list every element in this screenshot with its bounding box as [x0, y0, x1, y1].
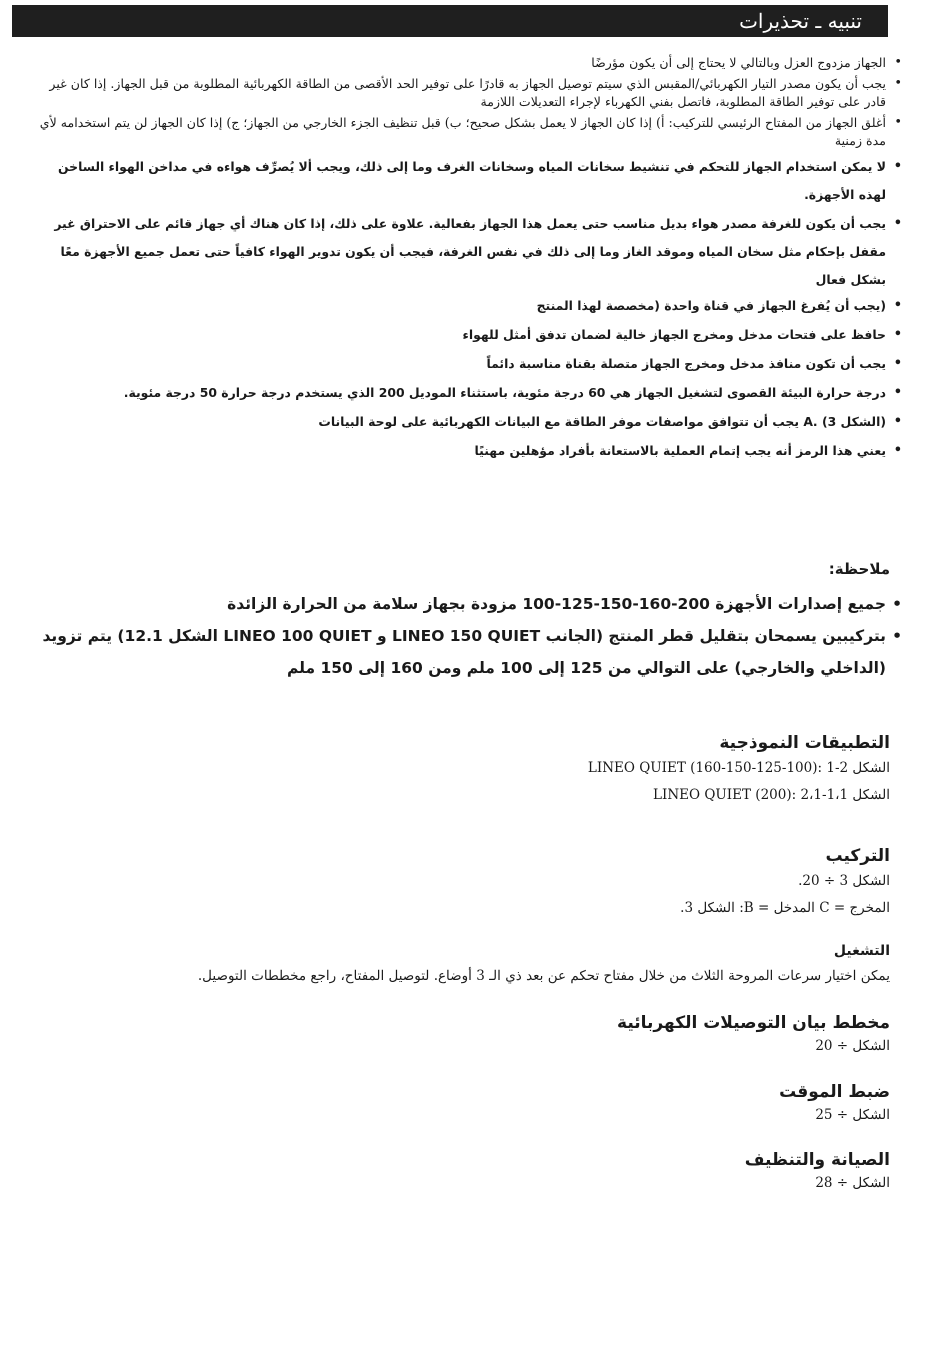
note-item: • بتركيبين يسمحان بتقليل قطر المنتج (الجانب LINEO 150 QUIET و LINEO 100 QUIET الشكل 12.1) يتم تزويد (الداخلي والخارجي) على التوالي من 125 إلى 100 ملم ومن 160 إلى 150 ملم: [22, 620, 902, 684]
operation-section: [198, 943, 890, 990]
installation-section: [680, 846, 890, 922]
warning-item: • أغلق الجهاز من المفتاح الرئيسي للتركيب: أ) إذا كان الجهاز لا يعمل بشكل صحيح؛ ب) قبل تنظيف الجزء الخارجي من الجهاز؛ ج) إذا كان الجهاز لن يتم استخدامه لأي مدة زمنية: [38, 114, 902, 149]
installation-title: التركيب: [825, 846, 890, 866]
warning-item: • يعني هذا الرمز أنه يجب إتمام العملية بالاستعانة بأفراد مؤهلين مهنيًا: [38, 440, 902, 461]
installation-line: الشكل 3 ÷ 20.: [798, 873, 890, 889]
warning-item: • (الشكل 3) .A يجب أن تتوافق مواصفات موفر الطاقة مع البيانات الكهربائية على لوحة البيانات: [38, 411, 902, 432]
warning-item: • يجب أن تكون منافذ مدخل ومخرج الجهاز متصلة بقناة مناسبة دائماً: [38, 353, 902, 374]
wiring-title: مخطط بيان التوصيلات الكهربائية: [617, 1013, 890, 1033]
applications-section: [588, 733, 890, 809]
timer-line: الشكل ÷ 25: [815, 1107, 890, 1123]
timer-title: ضبط الموقت: [779, 1082, 890, 1102]
warnings-header-bar: [12, 5, 888, 37]
installation-line: المخرج = C المدخل = B: الشكل 3.: [680, 900, 890, 916]
note-list: [22, 588, 902, 684]
maintenance-section: [745, 1150, 890, 1197]
operation-text: يمكن اختيار سرعات المروحة الثلاث من خلال مفتاح تحكم عن بعد ذي الـ 3 أوضاع. لتوصيل المفتاح، راجع مخططات التوصيل.: [197, 968, 890, 984]
timer-section: [779, 1082, 890, 1129]
warning-item: • يجب أن يكون للغرفة مصدر هواء بديل مناسب حتى يعمل هذا الجهاز بفعالية. علاوة على ذلك، إذا كان هناك أي جهاز قائم على الاحتراق غير مقفل بإحكام مثل سخان المياه وموقد الغاز وما إلى ذلك في نفس الغرفة، فيجب أن يكون تدوير الهواء كافياً حتى تعمل جميع الأجهزة معًا بشكل فعال: [38, 210, 902, 294]
note-item: • جميع إصدارات الأجهزة 200-160-150-125-100 مزودة بجهاز سلامة من الحرارة الزائدة: [22, 588, 902, 620]
warnings-list: [38, 54, 902, 469]
warning-item: • لا يمكن استخدام الجهاز للتحكم في تنشيط سخانات المياه وسخانات الغرف وما إلى ذلك، ويجب ألا يُصرِّف هواءه في مداخن الهواء الساخن لهذه الأجهزة.: [38, 153, 902, 209]
applications-line: الشكل 2-1 :(100-125-150-160) LINEO QUIET: [587, 760, 890, 776]
wiring-section: [617, 1013, 890, 1060]
applications-title: التطبيقات النموذجية: [719, 733, 890, 753]
maintenance-line: الشكل ÷ 28: [815, 1175, 890, 1191]
note-title: ملاحظة:: [828, 560, 890, 578]
warning-item: • (يجب أن يُفرغ الجهاز في قناة واحدة (مخصصة لهذا المنتج: [38, 295, 902, 316]
warning-item: • يجب أن يكون مصدر التيار الكهربائي/المقبس الذي سيتم توصيل الجهاز به قادرًا على توفير الحد الأقصى من الطاقة الكهربائية المطلوبة من قبل الجهاز. إذا كان غير قادر على توفير الطاقة المطلوبة، فاتصل بفني الكهرباء لإجراء التعديلات اللازمة: [38, 75, 902, 110]
warning-item: • حافظ على فتحات مدخل ومخرج الجهاز خالية لضمان تدفق أمثل للهواء: [38, 324, 902, 345]
warning-item: • درجة حرارة البيئة القصوى لتشغيل الجهاز هي 60 درجة مئوية، باستثناء الموديل 200 الذي يستخدم درجة حرارة 50 درجة مئوية.: [38, 382, 902, 403]
wiring-line: الشكل ÷ 20: [815, 1038, 890, 1054]
maintenance-title: الصيانة والتنظيف: [744, 1150, 890, 1170]
applications-line: الشكل 1،1-2،1 :(200) LINEO QUIET: [653, 787, 890, 803]
operation-title: التشغيل: [833, 943, 890, 959]
warning-item: • الجهاز مزدوج العزل وبالتالي لا يحتاج إلى أن يكون مؤرضًا: [38, 54, 902, 71]
warnings-header-title: تنبيه ـ تحذيرات: [739, 9, 862, 33]
